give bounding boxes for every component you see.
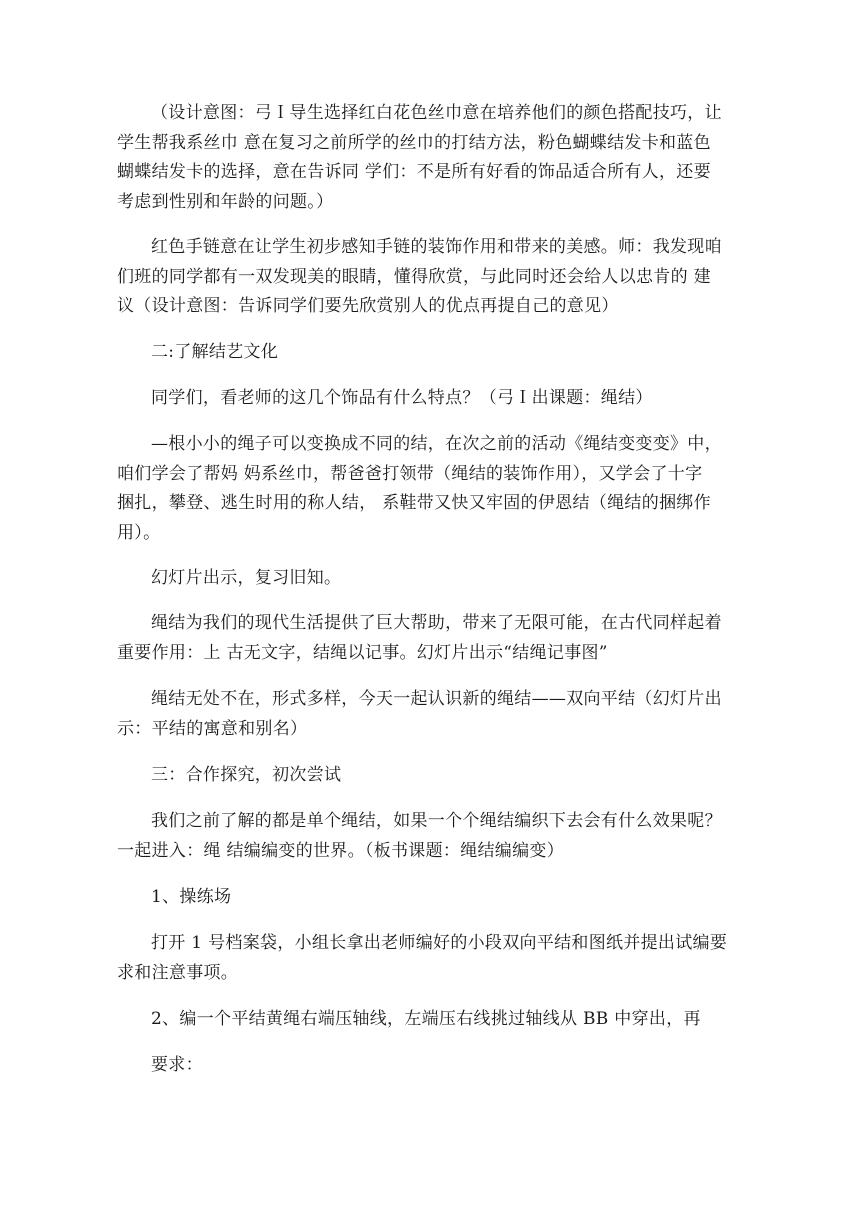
text-line: 绳结无处不在，形式多样，今天一起认识新的绳结——双向平结（幻灯片出: [151, 689, 722, 709]
paragraph-folder-one: [117, 929, 737, 988]
text-line: 求和注意事项。: [117, 962, 239, 983]
paragraph-knot-history: [117, 609, 737, 668]
text-line: 一起进入：绳 结编编变的世界。（板书课题：绳结编编变）: [117, 840, 565, 861]
text-line: 考虑到性别和年龄的问题。）: [117, 191, 334, 212]
text-line: 2、编一个平结黄绳右端压轴线，左端压右线挑过轴线从 BB 中穿出，再: [151, 1009, 701, 1029]
list-item-practice: [117, 883, 737, 913]
section-heading-2: [117, 338, 737, 368]
text-line: 们班的同学都有一双发现美的眼睛，懂得欣赏，与此同时还会给人以忠肯的 建: [117, 266, 711, 287]
paragraph-square-knot: [117, 685, 737, 744]
paragraph-weaving-intro: [117, 807, 737, 866]
text-line: 要求：: [151, 1055, 203, 1075]
text-line: 蝴蝶结发卡的选择，意在告诉同 学们：不是所有好看的饰品适合所有人，还要: [117, 162, 711, 182]
paragraph-question: [117, 384, 737, 414]
text-line: （设计意图：弓Ｉ导生选择红白花色丝巾意在培养他们的颜色搭配技巧，让: [151, 103, 722, 123]
text-line: 咱们学会了帮妈 妈系丝巾，帮爸爸打领带（绳结的装饰作用），又学会了十字: [117, 463, 703, 484]
text-line: 议（设计意图：告诉同学们要先欣赏别人的优点再提自己的意见）: [117, 296, 619, 316]
text-line: 绳结为我们的现代生活提供了巨大帮助，带来了无限可能，在古代同样起着: [151, 613, 722, 633]
text-line: 红色手链意在让学生初步感知手链的装饰作用和带来的美感。师：我发现咱: [151, 237, 722, 257]
text-line: —根小小的绳子可以变换成不同的结，在次之前的活动《绳结变变变》中，: [151, 434, 722, 454]
text-line: 重要作用：上 古无文字，结绳以记事。幻灯片出示“结绳记事图”: [117, 642, 608, 663]
text-line: 我们之前了解的都是单个绳结，如果一个个绳结编织下去会有什么效果呢？: [151, 811, 722, 831]
paragraph-rope-knots: [117, 430, 737, 548]
paragraph-slides-review: [117, 564, 737, 594]
text-line: 学生帮我系丝巾 意在复习之前所学的丝巾的打结方法，粉色蝴蝶结发卡和蓝色: [117, 132, 711, 153]
text-line: 二:了解结艺文化: [151, 342, 279, 362]
paragraph-bracelet: [117, 233, 737, 322]
text-line: 三：合作探究，初次尝试: [151, 765, 342, 785]
list-item-knot-step: [117, 1005, 737, 1035]
text-line: 同学们，看老师的这几个饰品有什么特点？（弓Ｉ出课题：绳结）: [151, 388, 653, 408]
text-line: 1、操练场: [151, 887, 232, 907]
text-line: 示：平结的寓意和别名）: [117, 718, 308, 739]
paragraph-design-intent-scarf: [117, 99, 737, 217]
text-line: 捆扎，攀登、逃生时用的称人结， 系鞋带又快又牢固的伊恩结（绳结的捆绑作: [117, 493, 711, 513]
paragraph-requirements: [117, 1051, 737, 1081]
text-line: 用）。: [117, 522, 161, 543]
text-line: 打开 1 号档案袋，小组长拿出老师编好的小段双向平结和图纸并提出试编要: [151, 933, 728, 953]
text-line: 幻灯片出示，复习旧知。: [151, 568, 342, 588]
section-heading-3: [117, 761, 737, 791]
